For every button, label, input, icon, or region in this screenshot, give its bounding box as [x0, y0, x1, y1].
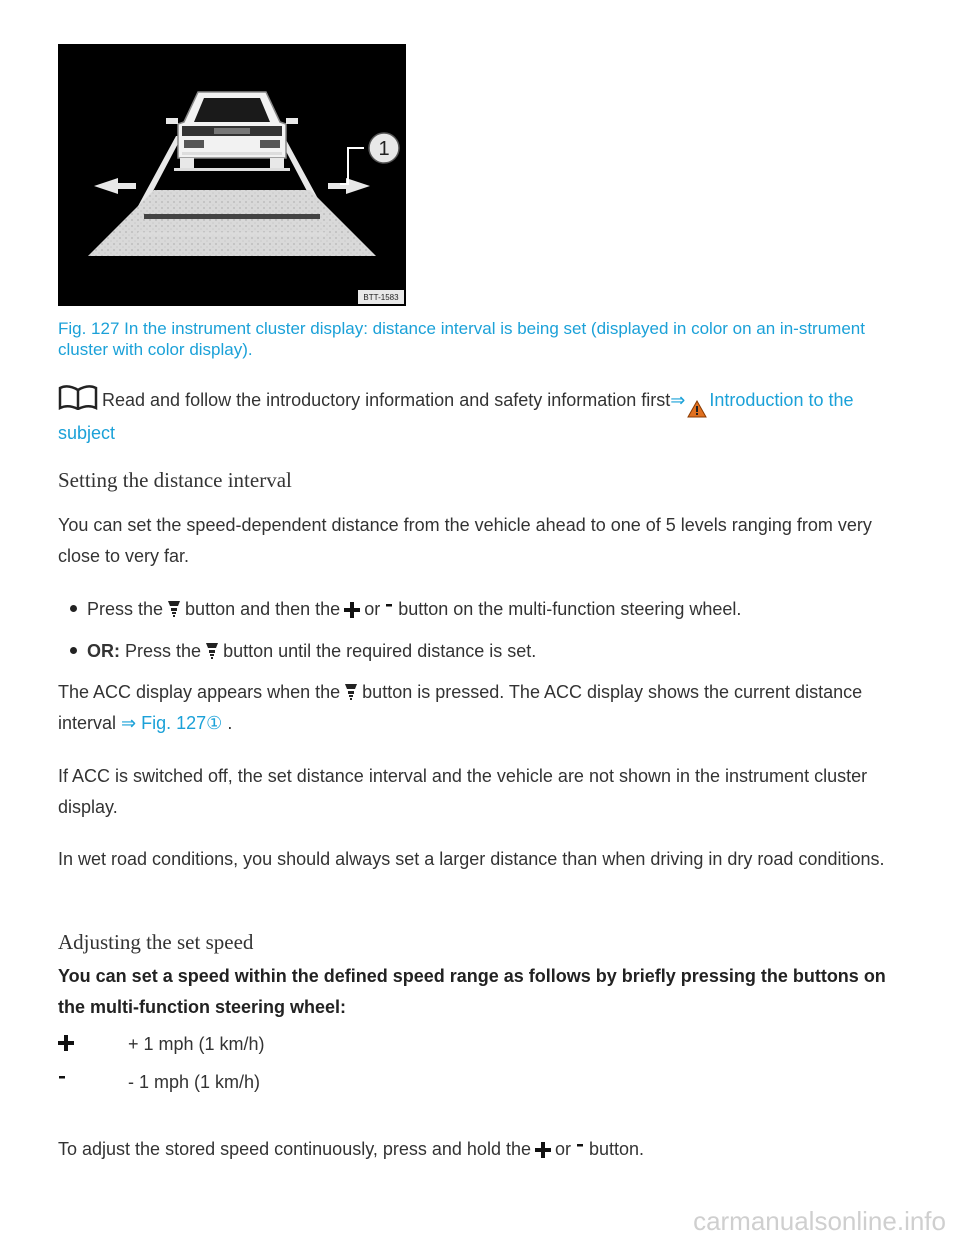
heading-setting-distance: Setting the distance interval [58, 468, 292, 492]
para-continuous-adjust: To adjust the stored speed continuously, press and hold the or button. [58, 1139, 645, 1159]
intro-arrow[interactable]: ⇒ [670, 390, 686, 410]
intro-link[interactable]: Introduction to the subject [58, 390, 854, 443]
intro-text: Read and follow the introductory information and safety information first [102, 390, 671, 410]
intro-paragraph [58, 384, 908, 449]
book-icon [58, 384, 98, 410]
plus-button-icon [344, 602, 360, 618]
bullet-item-1: Press the button and then the or button on the multi-function steering wheel. [70, 594, 910, 625]
figure-code: BTT-1583 [363, 293, 399, 302]
warning-triangle-icon [687, 400, 707, 418]
figure-caption: Fig. 127 In the instrument cluster display: distance interval is being set (displayed in color on an in-strument cluster with color display). [58, 319, 865, 359]
plus-button-icon [58, 1035, 74, 1051]
minus-button-icon [575, 1142, 585, 1158]
bullet-dot [70, 605, 77, 612]
distance-button-icon [167, 600, 181, 618]
heading-adjusting-speed: Adjusting the set speed [58, 930, 254, 954]
distance-button-icon [205, 642, 219, 660]
speed-row-plus: + 1 mph (1 km/h) [58, 1028, 658, 1058]
speed-row-minus: - 1 mph (1 km/h) [58, 1066, 658, 1096]
bullet-item-2: OR: Press the button until the required distance is set. [70, 636, 910, 667]
minus-button-icon [384, 602, 394, 618]
minus-button-icon [58, 1070, 68, 1086]
para-acc-display: The ACC display appears when the button is pressed. The ACC display shows the current distance interval ⇒ Fig. 127① . [58, 682, 863, 733]
para-distance-levels: You can set the speed-dependent distance from the vehicle ahead to one of 5 levels ranging from very close to very far. [58, 515, 872, 566]
callout-number: 1 [378, 138, 390, 160]
para-wet-road: In wet road conditions, you should always set a larger distance than when driving in dry road conditions. [58, 849, 885, 869]
para-speed-lead: You can set a speed within the defined speed range as follows by briefly pressing the buttons on the multi-function steering wheel: [58, 966, 886, 1017]
figure-127 [58, 44, 406, 306]
fig-127-link[interactable]: ⇒ Fig. 127① [121, 713, 223, 733]
instrument-cluster-illustration [58, 44, 406, 306]
para-acc-off: If ACC is switched off, the set distance interval and the vehicle are not shown in the instrument cluster display. [58, 766, 868, 817]
watermark: carmanualsonline.info [693, 1206, 946, 1236]
distance-button-icon [344, 683, 358, 701]
plus-button-icon [535, 1142, 551, 1158]
bullet-dot [70, 647, 77, 654]
